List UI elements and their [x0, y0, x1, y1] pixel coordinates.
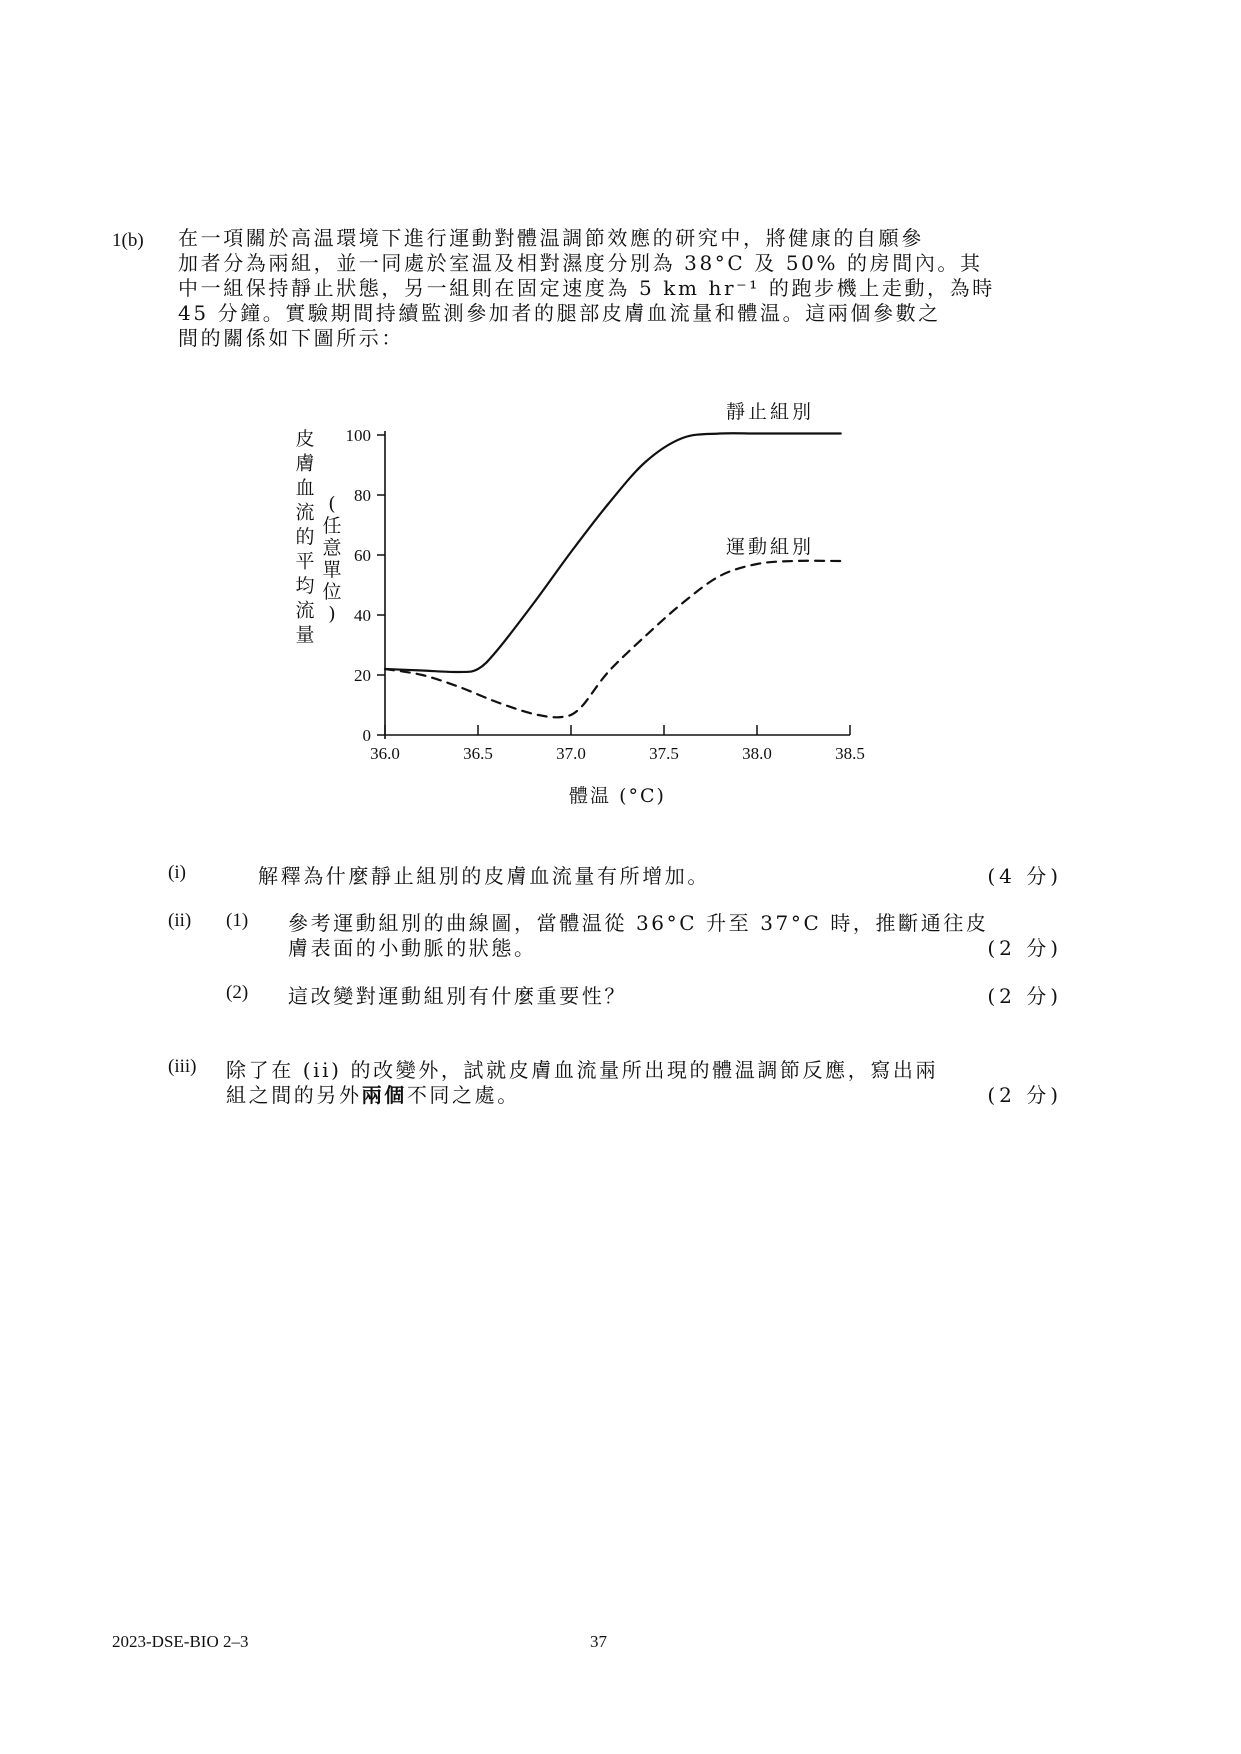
y-axis-label: 皮膚血流的平均流量 — [295, 428, 315, 646]
exam-code: 2023-DSE-BIO 2–3 — [112, 1632, 249, 1651]
part-iii-line2 — [226, 1079, 520, 1108]
part-iii-line2-after: 不同之處。 — [406, 1083, 520, 1107]
y-tick-label: 80 — [354, 486, 371, 505]
part-iii-marks: (2 分) — [987, 1083, 1062, 1107]
x-tick-label: 36.5 — [463, 744, 493, 763]
y-tick-label: 20 — [354, 666, 371, 685]
intro-line: 加者分為兩組，並一同處於室温及相對濕度分別為 38°C 及 50% 的房間內。其 — [178, 251, 983, 275]
y-tick-label: 0 — [362, 726, 371, 745]
part-ii-1-marks: (2 分) — [987, 936, 1062, 960]
part-i-marks: (4 分) — [987, 864, 1062, 888]
x-axis-label: 體温 (°C) — [569, 785, 666, 807]
part-i-label: (i) — [168, 862, 186, 883]
part-iii-line2-before: 組之間的另外 — [226, 1083, 362, 1107]
intro-line: 在一項關於高温環境下進行運動對體温調節效應的研究中，將健康的自願參 — [178, 226, 924, 250]
x-tick-label: 36.0 — [370, 744, 400, 763]
chart-axes — [385, 431, 850, 739]
part-ii-2-text: 這改變對運動組別有什麼重要性？ — [288, 984, 627, 1008]
part-ii-1-line1: 參考運動組別的曲線圖，當體温從 36°C 升至 37°C 時，推斷通往皮 — [288, 911, 989, 935]
exercise-group-label: 運動組別 — [725, 536, 815, 558]
skin-blood-flow-chart — [270, 390, 890, 820]
x-tick-label: 37.0 — [556, 744, 586, 763]
chart-series — [385, 433, 841, 717]
part-iii-line2-emphasis: 兩個 — [361, 1083, 407, 1107]
y-tick-label: 100 — [345, 426, 371, 445]
part-ii-2-label: (2) — [226, 982, 249, 1003]
part-i-text: 解釋為什麼靜止組別的皮膚血流量有所增加。 — [258, 864, 710, 888]
part-iii-label: (iii) — [168, 1056, 197, 1077]
resting-group-label: 靜止組別 — [725, 401, 815, 423]
part-ii-label: (ii) — [168, 910, 192, 931]
y-tick-label: 60 — [354, 546, 371, 565]
chart-ticks — [346, 426, 865, 763]
part-ii-2-marks: (2 分) — [987, 984, 1062, 1008]
y-axis-unit-label: (任意單位) — [322, 493, 342, 625]
x-tick-label: 37.5 — [649, 744, 679, 763]
exercise-group-line — [385, 561, 841, 718]
y-tick-label: 40 — [354, 606, 371, 625]
x-tick-label: 38.0 — [742, 744, 772, 763]
part-iii-line1: 除了在 (ii) 的改變外，試就皮膚血流量所出現的體温調節反應，寫出兩 — [226, 1058, 939, 1082]
intro-line: 間的關係如下圖所示： — [178, 326, 404, 350]
page-number: 37 — [590, 1632, 607, 1651]
part-ii-1-line2: 膚表面的小動脈的狀態。 — [288, 936, 537, 960]
intro-line: 中一組保持靜止狀態，另一組則在固定速度為 5 km hr⁻¹ 的跑步機上走動，為時 — [178, 276, 995, 300]
question-number: 1(b) — [112, 230, 144, 251]
x-tick-label: 38.5 — [835, 744, 865, 763]
part-ii-1-label: (1) — [226, 910, 249, 931]
intro-line: 45 分鐘。實驗期間持續監測參加者的腿部皮膚血流量和體温。這兩個參數之 — [178, 301, 941, 325]
question-intro — [178, 226, 1068, 351]
